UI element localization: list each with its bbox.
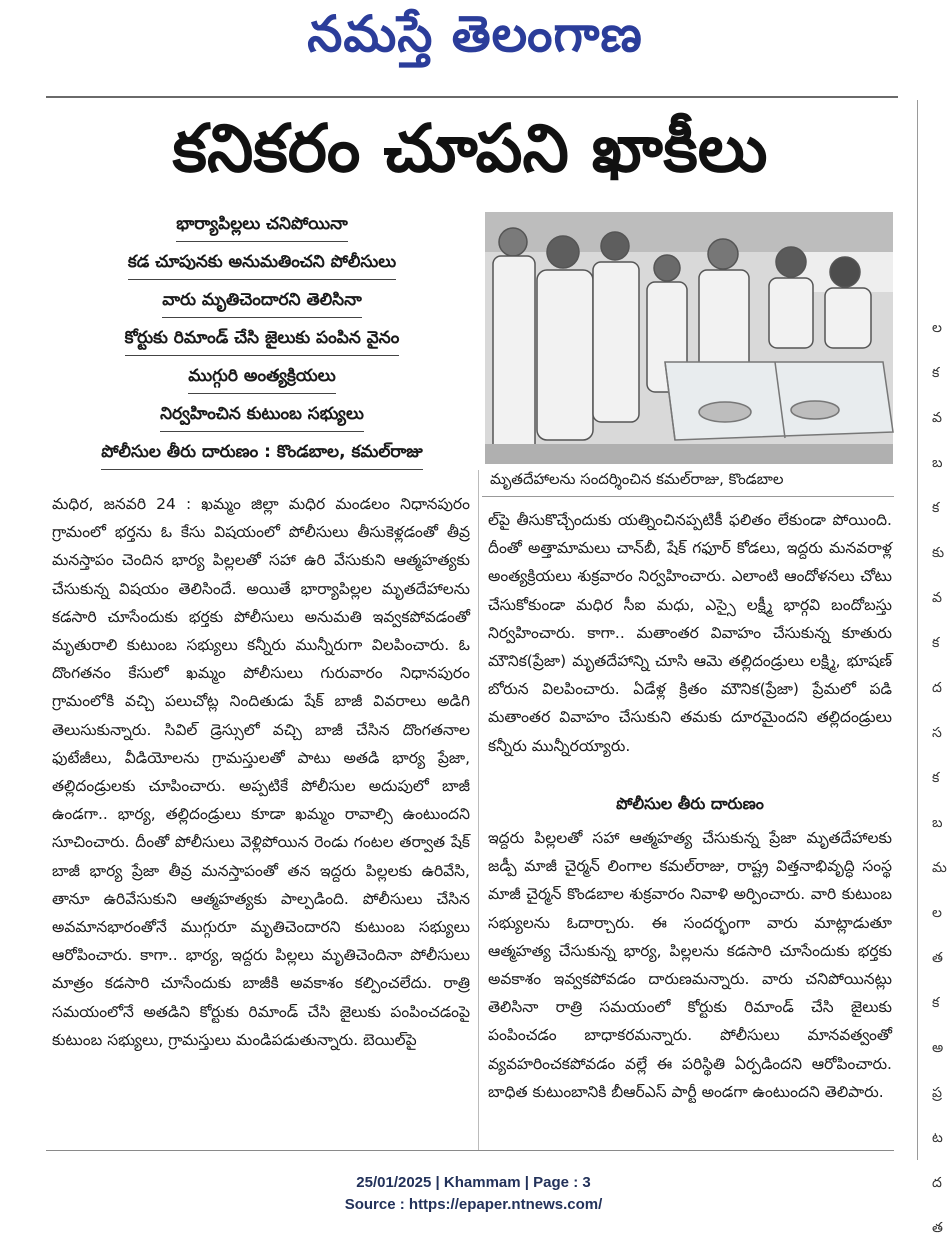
edge-fragment: ద — [932, 680, 942, 696]
edge-fragment: త — [932, 1220, 943, 1236]
deck-line: కడ చూపునకు అనుమతించని పోలీసులు — [128, 252, 396, 280]
edge-fragment: మ — [932, 860, 947, 876]
footer-edition: Khammam — [443, 1174, 521, 1191]
article-paragraph: ఇద్దరు పిల్లలతో సహా ఆత్మహత్య చేసుకున్న ప్రేజా మృతదేహాలకు జడ్పీ మాజీ చైర్మన్ లింగాల కమల్‌రాజు, రాష్ట్ర విత్తనాభివృద్ధి సంస్థ మాజీ చైర్మన్ కొండబాల శుక్రవారం నివాళి అర్పించారు. వారి కుటుంబ సభ్యులను ఓదార్చారు. ఈ సందర్భంగా వారు మాట్లాడుతూ ఆత్మహత్య చేసుకున్న భార్య, పిల్లలను కడసారి చూసేందుకు భర్తకు అవకాశం ఇవ్వకపోవడం దారుణమన్నారు. వారు చనిపోయినట్లు తెలిసినా రాత్రి సమయంలో కోర్టుకు రిమాండ్ చేసి జైలుకు పంపించడం బాధాకరమన్నారు. పోలీసులు మానవత్వంతో వ్యవహరించకపోవడం వల్లే ఈ పరిస్థితి ఏర్పడిందని ఆరోపించారు. బాధిత కుటుంబానికి బీఆర్‌ఎస్ పార్టీ అండగా ఉంటుందని తెలిపారు. — [488, 829, 892, 1101]
article-column-right-bottom — [488, 824, 892, 1136]
news-photo-illustration — [485, 212, 893, 464]
edge-fragment: త — [932, 950, 943, 966]
edge-fragment: వ — [932, 410, 942, 426]
footer-edition-line: 25/01/2025 | Khammam | Page : 3 — [356, 1174, 591, 1191]
edge-fragment: క — [932, 500, 940, 516]
article-paragraph: ల్‌పై తీసుకొచ్చేందుకు యత్నించినప్పటికీ ఫలితం లేకుండా పోయింది. దీంతో అత్తామామలు చాన్‌బీ, షేక్ గఫూర్ కోడలు, ఇద్దరు మనవరాళ్ల అంత్యక్రియలు శుక్రవారం నిర్వహించారు. ఎలాంటి ఆందోళనలు చోటు చేసుకోకుండా మధిర సీఐ మధు, ఎస్సై లక్ష్మీ భార్గవి బందోబస్తు నిర్వహించారు. కాగా.. మతాంతర వివాహం చేసుకున్న కూతురు మౌనిక(ప్రేజా) మృతదేహాన్ని చూసి ఆమె తల్లిదండ్రులు లక్ష్మి, భూషణ్ బోరున విలపించారు. ఏడేళ్ల క్రితం మౌనిక(ప్రేజా) ప్రేమలో పడి మతాంతర వివాహం చేసుకుని తమకు దూరమైందని తల్లిదండ్రులు కన్నీరు మున్నీరయ్యారు. — [488, 511, 892, 755]
caption-divider — [482, 496, 894, 497]
page-footer — [0, 1172, 947, 1222]
deck-headlines — [52, 214, 472, 470]
article-column-left — [52, 490, 470, 1140]
deck-line: కోర్టుకు రిమాండ్ చేసి జైలుకు పంపిన వైనం — [125, 328, 400, 356]
edge-fragment: బ — [932, 815, 943, 831]
edge-fragment: క — [932, 995, 940, 1011]
edge-fragment: స — [932, 725, 942, 741]
edge-fragment: ల — [932, 320, 942, 336]
edge-fragment: వ — [932, 590, 942, 606]
masthead-divider — [46, 96, 898, 98]
news-photo — [485, 212, 893, 464]
edge-fragment: ద — [932, 1175, 942, 1191]
footer-source[interactable]: Source : https://epaper.ntnews.com/ — [344, 1196, 603, 1213]
headline: కనికరం చూపని ఖాకీలు — [172, 109, 768, 187]
edge-fragment: బ — [932, 455, 943, 471]
article-column-right-top — [488, 506, 892, 786]
edge-fragment: క — [932, 770, 940, 786]
photo-caption: మృతదేహాలను సందర్శించిన కమల్‌రాజు, కొండబాల — [490, 470, 784, 488]
deck-line: ముగ్గురి అంత్యక్రియలు — [188, 366, 335, 394]
column-divider — [478, 470, 479, 1150]
edge-fragment: ల — [932, 905, 942, 921]
edge-fragment: ట — [932, 1130, 943, 1146]
adjacent-article-edge — [932, 320, 947, 1236]
edge-fragment: కు — [932, 545, 945, 561]
deck-line: వారు మృతిచెందారని తెలిసినా — [162, 290, 362, 318]
edge-fragment: క — [932, 365, 940, 381]
deck-line: పోలీసుల తీరు దారుణం : కొండబాల, కమల్‌రాజు — [101, 442, 423, 470]
edge-fragment: ప్ర — [932, 1085, 942, 1101]
article-subhead: పోలీసుల తీరు దారుణం — [616, 794, 764, 813]
deck-line: భార్యాపిల్లలు చనిపోయినా — [176, 214, 348, 242]
footer-page: Page : 3 — [533, 1174, 591, 1191]
article-paragraph: మధిర, జనవరి 24 : ఖమ్మం జిల్లా మధిర మండలం నిధానపురం గ్రామంలో భర్తను ఓ కేసు విషయంలో పోలీసులు తీసుకెళ్లడంతో తీవ్ర మనస్తాపం చెందిన భార్య పిల్లలతో సహా ఉరి వేసుకుని ఆత్మహత్యకు చేసుకున్న విషయం తెలిసిందే. అయితే భార్యాపిల్లల మృతదేహాలను కడసారి చూసేందుకు భర్తకు పోలీసులు అనుమతి ఇవ్వకపోవడంతో మృతురాలి కుటుంబ సభ్యులు కన్నీరు మున్నీరుగా విలపించారు. ఓ దొంగతనం కేసులో ఖమ్మం పోలీసులు గురువారం నిధానపురం గ్రామంలోకి వచ్చి పలుచోట్ల నిందితుడు షేక్ బాజీ వివరాలు అడిగి తెలుసుకున్నారు. సివిల్ డ్రెస్సులో వచ్చి బాజీ చేసిన దొంగతనాల ఫుటేజీలు, వీడియోలను గ్రామస్తులతో పాటు అతడి భార్య ప్రేజా, తల్లిదండ్రులకు చూపించారు. అప్పటికే పోలీసుల అదుపులో బాజీ ఉండగా.. భార్య, తల్లిదండ్రులు కూడా ఖమ్మం రావాల్సి ఉంటుందని సూచించారు. దీంతో పోలీసులు వెళ్లిపోయిన రెండు గంటల తర్వాత షేక్ బాజీ భార్య ప్రేజా తీవ్ర మనస్తాపంతో తన ఇద్దరు పిల్లలకు ఉరివేసి, తానూ ఉరివేసుకుని ఆత్మహత్యకు పాల్పడింది. పోలీసులు చేసిన అవమానభారంతోనే ముగ్గురూ మృతిచెందారని కుటుంబ సభ్యులు ఆరోపించారు. కాగా.. భార్య, ఇద్దరు పిల్లలు మృతిచెందినా పోలీసులు మాత్రం కడసారి చూసేందుకు బాజీకి అవకాశం కల్పించలేదు. రాత్రి సమయంలోనే అతడిని కోర్టుకు రిమాండ్ చేసి జైలుకు పంపించడంపై కుటుంబ సభ్యులు, గ్రామస్తులు మండిపడుతున్నారు. బెయిల్‌పై — [52, 495, 470, 1049]
edge-fragment: క — [932, 635, 940, 651]
masthead-logo: నమస్తే తెలంగాణ — [307, 4, 643, 63]
article-bottom-divider — [46, 1150, 894, 1151]
deck-line: నిర్వహించిన కుటుంబ సభ్యులు — [160, 404, 364, 432]
footer-date: 25/01/2025 — [356, 1174, 432, 1191]
edge-fragment: అ — [932, 1040, 944, 1056]
right-column-divider — [917, 100, 918, 1160]
